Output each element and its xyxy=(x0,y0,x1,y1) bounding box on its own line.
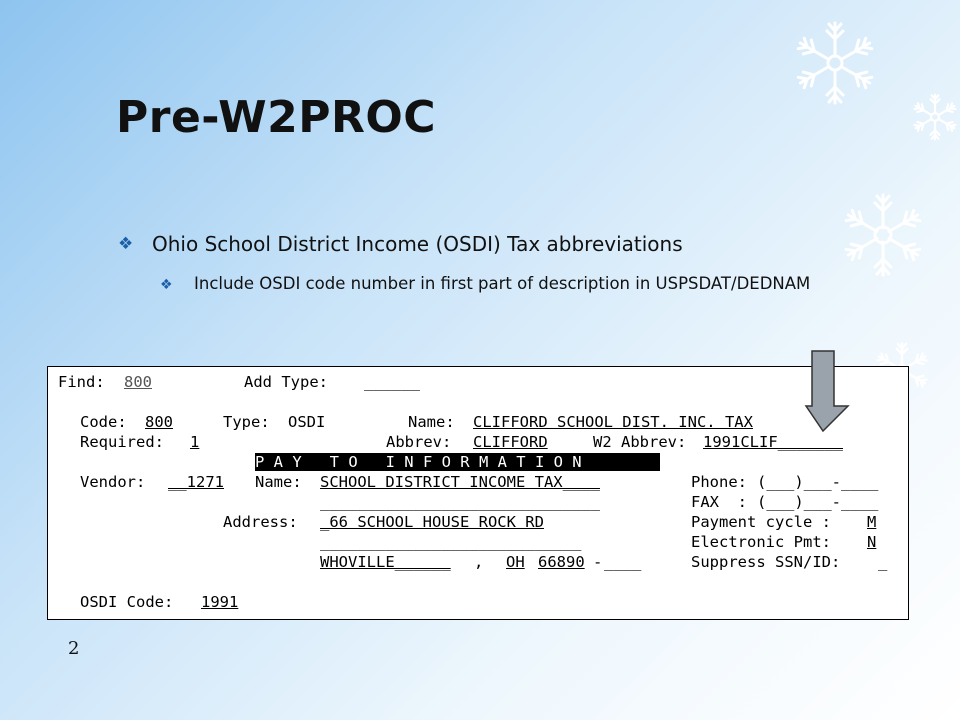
name-label: Name: xyxy=(408,413,455,431)
zip-dash: - xyxy=(593,553,603,571)
type-label: Type: xyxy=(223,413,270,431)
required-input[interactable]: 1 xyxy=(190,433,200,451)
add-type-label: Add Type: xyxy=(244,373,328,391)
address-input[interactable]: _66 SCHOOL HOUSE ROCK RD xyxy=(320,513,544,531)
vendor-input[interactable]: __1271 xyxy=(168,473,224,491)
square-diamond-bullet-icon: ❖ xyxy=(160,277,173,293)
suppress-ssn-input[interactable]: _ xyxy=(878,553,888,571)
suppress-ssn-label: Suppress SSN/ID: xyxy=(691,553,841,571)
fax-input[interactable]: (___)___-____ xyxy=(757,493,879,511)
w2-abbrev-label: W2 Abbrev: xyxy=(593,433,687,451)
snowflake-icon xyxy=(838,190,928,280)
type-value: OSDI xyxy=(288,413,326,431)
required-label: Required: xyxy=(80,433,164,451)
find-input[interactable]: 800 xyxy=(124,373,152,391)
phone-input[interactable]: (___)___-____ xyxy=(757,473,879,491)
abbrev-input[interactable]: CLIFFORD xyxy=(473,433,548,451)
name-input[interactable]: CLIFFORD SCHOOL DIST. INC. TAX xyxy=(473,413,753,431)
electronic-pmt-label: Electronic Pmt: xyxy=(691,533,831,551)
state-input[interactable]: OH xyxy=(506,553,525,571)
zip-ext-input[interactable]: ____ xyxy=(604,553,642,571)
vendor-name-label: Name: xyxy=(255,473,302,491)
abbrev-label: Abbrev: xyxy=(386,433,452,451)
address-label: Address: xyxy=(223,513,298,531)
slide-title: Pre-W2PROC xyxy=(116,92,437,143)
vendor-name-line2-input[interactable]: ______________________________ xyxy=(320,493,600,511)
snowflake-icon xyxy=(910,92,960,142)
zip-input[interactable]: 66890 xyxy=(538,553,585,571)
terminal-screen xyxy=(47,366,909,620)
city-comma: , xyxy=(474,553,484,571)
square-diamond-bullet-icon: ❖ xyxy=(118,234,134,254)
city-input[interactable]: WHOVILLE______ xyxy=(320,553,451,571)
electronic-pmt-input[interactable]: N xyxy=(867,533,877,551)
osdi-code-label: OSDI Code: xyxy=(80,593,174,611)
bullet-sub xyxy=(160,272,820,297)
w2-abbrev-input[interactable]: 1991CLIF_______ xyxy=(703,433,843,451)
payment-cycle-input[interactable]: M xyxy=(867,513,877,531)
add-type-input[interactable]: ______ xyxy=(364,373,420,391)
osdi-code-input[interactable]: 1991 xyxy=(201,593,239,611)
find-label: Find: xyxy=(58,373,105,391)
vendor-label: Vendor: xyxy=(80,473,146,491)
bullet-main xyxy=(118,232,683,256)
code-label: Code: xyxy=(80,413,127,431)
down-arrow-icon xyxy=(804,350,850,432)
pay-to-information-banner: P A Y T O I N F O R M A T I O N xyxy=(255,453,660,471)
snowflake-icon xyxy=(790,18,880,108)
phone-label: Phone: xyxy=(691,473,747,491)
bullet-sub-text: Include OSDI code number in first part of description in USPSDAT/DEDNAM xyxy=(194,274,811,293)
code-input[interactable]: 800 xyxy=(145,413,173,431)
bullet-main-text: Ohio School District Income (OSDI) Tax abbreviations xyxy=(152,232,683,256)
address-line2-input[interactable]: ____________________________ xyxy=(320,533,582,551)
page-number: 2 xyxy=(68,638,80,659)
payment-cycle-label: Payment cycle : xyxy=(691,513,831,531)
vendor-name-input[interactable]: SCHOOL DISTRICT INCOME TAX____ xyxy=(320,473,600,491)
fax-label: FAX : xyxy=(691,493,747,511)
